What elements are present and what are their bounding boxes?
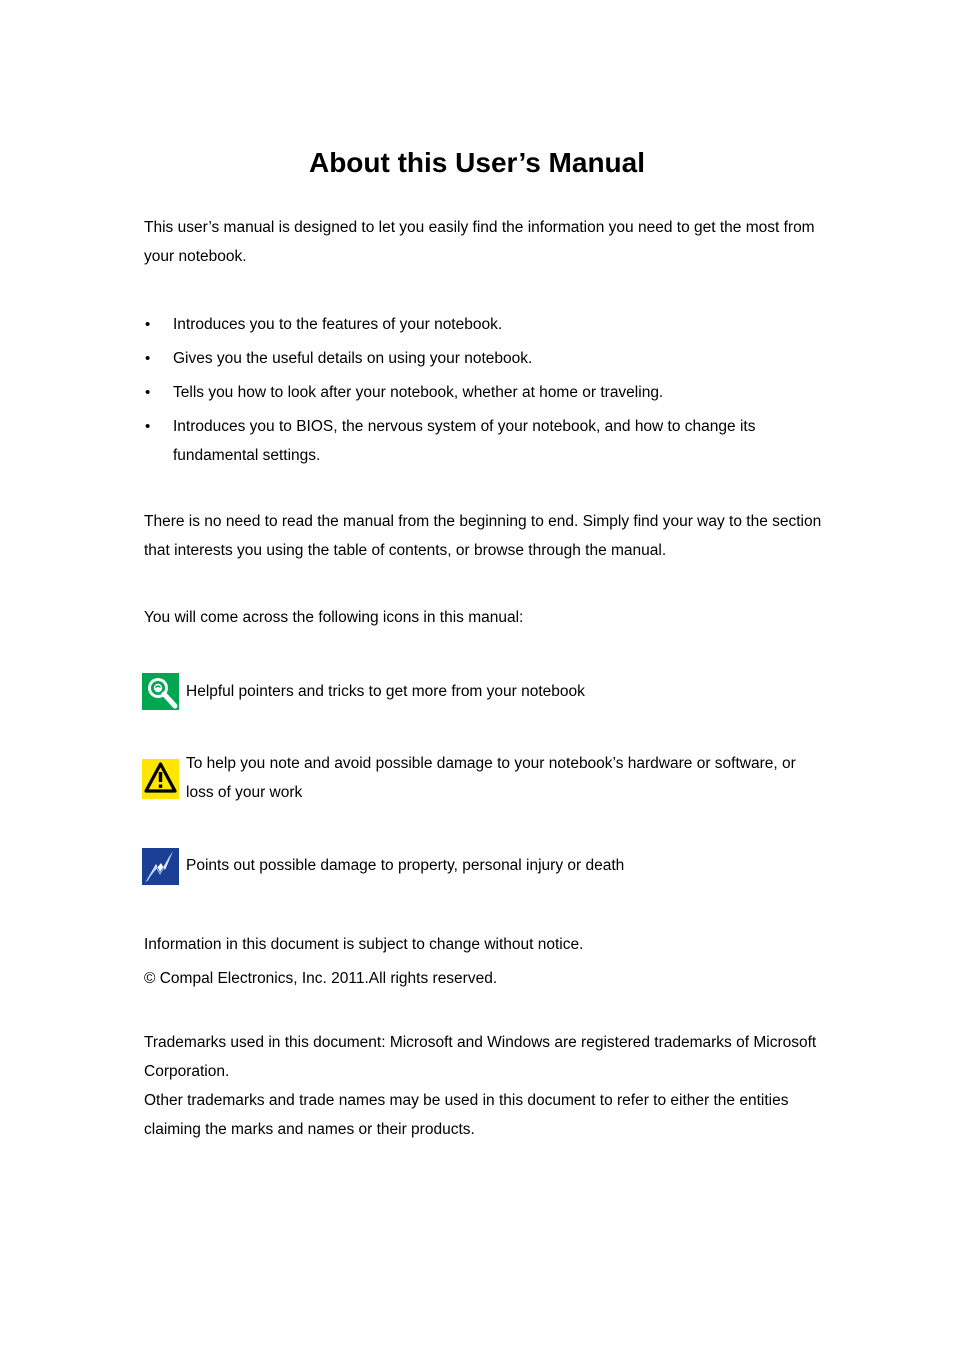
trademarks-other-paragraph: Other trademarks and trade names may be used in this document to refer to either the entities claiming the marks and names or their products.: [144, 1092, 789, 1138]
warning-lightning-icon: [142, 848, 179, 885]
bullet-icon: •: [145, 418, 151, 435]
list-item-text: Introduces you to the features of your notebook.: [173, 316, 503, 333]
bullet-icon: •: [145, 316, 151, 333]
list-item-text: Tells you how to look after your notebook, whether at home or traveling.: [173, 384, 664, 401]
caution-text: To help you note and avoid possible damage to your notebook’s hardware or software, or loss of your work: [186, 755, 796, 801]
icons-intro: You will come across the following icons in this manual:: [144, 609, 524, 626]
feature-list: [144, 310, 824, 475]
list-item-text: Gives you the useful details on using your notebook.: [173, 350, 533, 367]
magnifier-tip-icon: [142, 673, 179, 710]
list-item: [144, 310, 824, 339]
caution-icon: [142, 759, 179, 796]
bullet-icon: •: [145, 384, 151, 401]
list-item: [144, 344, 824, 373]
list-item: [144, 378, 824, 407]
page-title: About this User’s Manual: [308, 147, 646, 178]
intro-paragraph: This user’s manual is designed to let you easily find the information you need to get the most from your notebook.: [144, 219, 815, 265]
tip-text: Helpful pointers and tricks to get more from your notebook: [186, 683, 585, 700]
warning-text: Points out possible damage to property, personal injury or death: [186, 857, 625, 874]
trademarks-paragraph: Trademarks used in this document: Microsoft and Windows are registered trademarks of Microsoft Corporation.: [144, 1034, 817, 1080]
bullet-icon: •: [145, 350, 151, 367]
list-item: [144, 412, 824, 470]
navigation-paragraph: There is no need to read the manual from the beginning to end. Simply find your way to the section that interests you using the table of contents, or browse through the manual.: [144, 513, 822, 559]
copyright-text: © Compal Electronics, Inc. 2011.All rights reserved.: [144, 970, 498, 987]
list-item-text: Introduces you to BIOS, the nervous system of your notebook, and how to change its fundamental settings.: [173, 418, 756, 464]
notice-text: Information in this document is subject to change without notice.: [144, 936, 584, 953]
